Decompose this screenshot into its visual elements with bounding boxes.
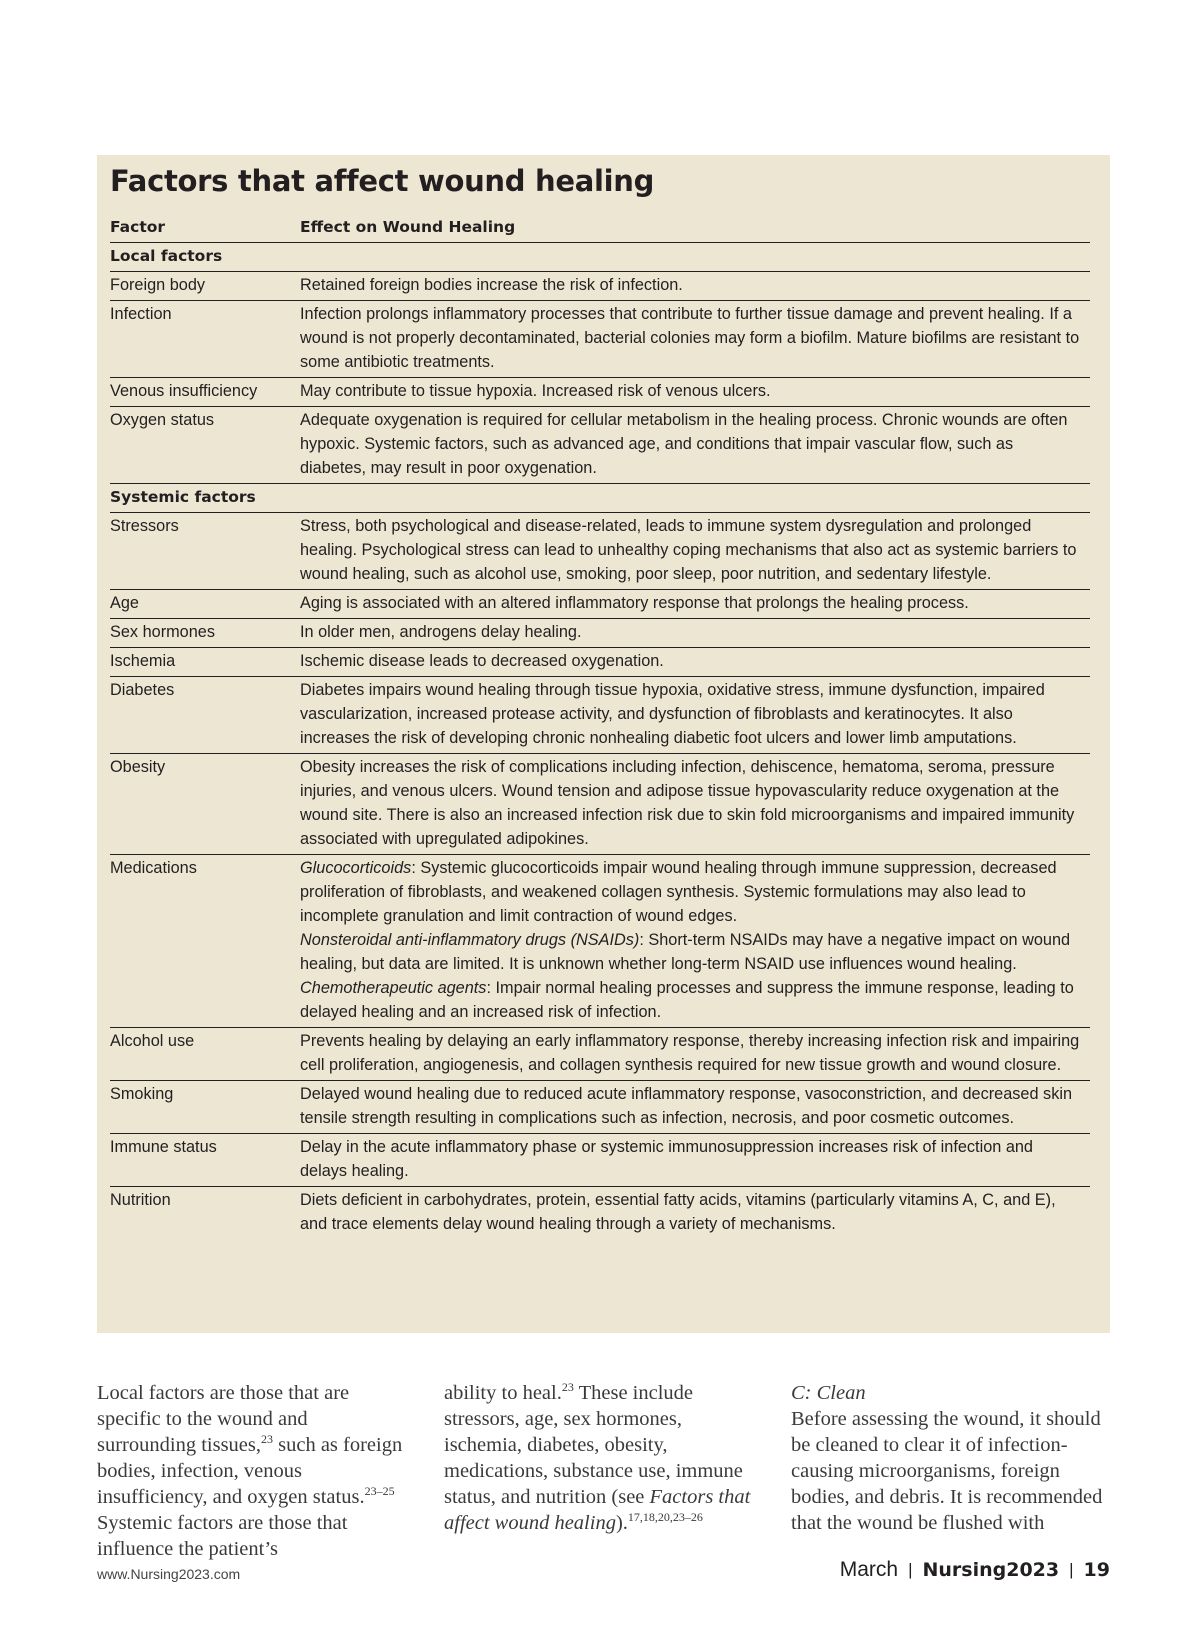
- effect-cell: Stress, both psychological and disease-related, leads to immune system dysregulation and prolonged healing. Psychological stress can lead to unhealthy coping mechanisms that also act as systemic barriers to wound healing, such as alcohol use, smoking, poor sleep, poor nutrition, and sedentary lifestyle.: [300, 513, 1090, 590]
- section-row-systemic: [110, 484, 1090, 513]
- factors-table: [110, 214, 1090, 1239]
- citation: 23–25: [364, 1484, 395, 1499]
- body-text: These include stressors, age, sex hormones, ischemia, diabetes, obesity, medications, substance use, immune status, and nutrition (see: [444, 1382, 743, 1508]
- factor-cell: Venous insufficiency: [110, 378, 300, 407]
- body-text: such as foreign bodies, infection, venous insufficiency, and oxygen status.: [97, 1434, 403, 1508]
- factor-cell: Stressors: [110, 513, 300, 590]
- nsaids-term: Nonsteroidal anti-inflammatory drugs (NSAIDs): [300, 931, 640, 950]
- effect-cell: Delayed wound healing due to reduced acute inflammatory response, vasoconstriction, and decreased skin tensile strength resulting in complications such as infection, necrosis, and poor cosmetic outcomes.: [300, 1081, 1090, 1134]
- factor-cell: Immune status: [110, 1134, 300, 1187]
- table-row: [110, 407, 1090, 484]
- factor-cell: Age: [110, 590, 300, 619]
- effect-cell: In older men, androgens delay healing.: [300, 619, 1090, 648]
- body-column-1: [97, 1380, 409, 1562]
- effect-cell: May contribute to tissue hypoxia. Increased risk of venous ulcers.: [300, 378, 1090, 407]
- sidebar-title: Factors that affect wound healing: [110, 164, 655, 198]
- body-text: Local factors are those that are specific to the wound and surrounding tissues,: [97, 1382, 350, 1456]
- chemotherapeutic-term: Chemotherapeutic agents: [300, 979, 487, 998]
- table-body: [110, 243, 1090, 1240]
- table-row: [110, 648, 1090, 677]
- table-row-medications: [110, 855, 1090, 1028]
- factor-cell: Infection: [110, 301, 300, 378]
- factor-cell: Obesity: [110, 754, 300, 855]
- footer-folio: [840, 1558, 1110, 1582]
- nsaids-text: : Short-term NSAIDs may have a negative impact on wound healing, but data are limited. It is unknown whether long-term NSAID use influences wound healing.: [300, 931, 1071, 974]
- body-text: ability to heal.: [444, 1382, 562, 1404]
- table-row: [110, 513, 1090, 590]
- effect-cell: Ischemic disease leads to decreased oxygenation.: [300, 648, 1090, 677]
- section-label: Systemic factors: [110, 484, 1090, 513]
- table-row: [110, 590, 1090, 619]
- table-header-row: [110, 214, 1090, 243]
- effect-cell: Aging is associated with an altered inflammatory response that prolongs the healing process.: [300, 590, 1090, 619]
- subheading: C: Clean: [791, 1382, 866, 1404]
- section-row-local: [110, 243, 1090, 272]
- citation: 23: [561, 1380, 574, 1395]
- citation: 17,18,20,23–26: [627, 1510, 703, 1525]
- body-text: Systemic factors are those that influence the patient’s: [97, 1512, 348, 1560]
- factor-cell: Alcohol use: [110, 1028, 300, 1081]
- table-row: [110, 1187, 1090, 1240]
- footer-magazine: Nursing2023: [922, 1559, 1060, 1581]
- table-row: [110, 1028, 1090, 1081]
- sidebar-reference: Factors that affect wound healing: [444, 1486, 751, 1534]
- effect-cell: [300, 855, 1090, 1028]
- factor-cell: Medications: [110, 855, 300, 1028]
- citation: 23: [261, 1432, 273, 1447]
- effect-cell: Diets deficient in carbohydrates, protein, essential fatty acids, vitamins (particularly vitamins A, C, and E), and trace elements delay wound healing through a variety of mechanisms.: [300, 1191, 1056, 1234]
- factor-cell: Foreign body: [110, 272, 300, 301]
- separator: |: [908, 1560, 913, 1579]
- header-factor: Factor: [110, 214, 300, 243]
- separator: |: [1069, 1560, 1074, 1579]
- effect-cell: Retained foreign bodies increase the risk of infection.: [300, 272, 1090, 301]
- glucocorticoids-term: Glucocorticoids: [300, 859, 412, 878]
- table-row: [110, 619, 1090, 648]
- effect-cell: Adequate oxygenation is required for cellular metabolism in the healing process. Chronic wounds are often hypoxic. Systemic factors, such as advanced age, and conditions that impair vascular flow, such as diabetes, may result in poor oxygenation.: [300, 407, 1090, 484]
- table-row: [110, 677, 1090, 754]
- body-column-3: [791, 1380, 1103, 1536]
- table-row: [110, 301, 1090, 378]
- factor-cell: Ischemia: [110, 648, 300, 677]
- header-effect: Effect on Wound Healing: [300, 214, 1090, 243]
- factor-cell: Nutrition: [110, 1191, 171, 1210]
- effect-cell: Diabetes impairs wound healing through tissue hypoxia, oxidative stress, immune dysfunction, impaired vascularization, increased protease activity, and dysfunction of fibroblasts and keratinocytes. It also increases the risk of developing chronic nonhealing diabetic foot ulcers and lower limb amputations.: [300, 677, 1090, 754]
- effect-cell: Obesity increases the risk of complications including infection, dehiscence, hematoma, seroma, pressure injuries, and venous ulcers. Wound tension and adipose tissue hypovascularity reduce oxygenation at the wound site. There is also an increased infection risk due to skin fold microorganisms and impaired immunity associated with upregulated adipokines.: [300, 754, 1090, 855]
- body-text: Before assessing the wound, it should be cleaned to clear it of infection-causing microorganisms, foreign bodies, and debris. It is recommended that the wound be flushed with: [791, 1408, 1103, 1534]
- factor-cell: Smoking: [110, 1081, 300, 1134]
- page-number: 19: [1083, 1559, 1110, 1581]
- table-row: [110, 754, 1090, 855]
- factor-cell: Diabetes: [110, 677, 300, 754]
- glucocorticoids-text: : Systemic glucocorticoids impair wound healing through immune suppression, decreased proliferation of fibroblasts, and weakened collagen synthesis. Systemic formulations may also lead to incomplete granulation and limit contraction of wound edges.: [300, 859, 1057, 926]
- table-row: [110, 272, 1090, 301]
- body-text: ).: [615, 1512, 628, 1534]
- effect-cell: Infection prolongs inflammatory processes that contribute to further tissue damage and prevent healing. If a wound is not properly decontaminated, bacterial colonies may form a biofilm. Mature biofilms are resistant to some antibiotic treatments.: [300, 301, 1090, 378]
- table-row: [110, 1081, 1090, 1134]
- factor-cell: Oxygen status: [110, 407, 300, 484]
- table-row: [110, 1134, 1090, 1187]
- effect-cell: Delay in the acute inflammatory phase or systemic immunosuppression increases risk of infection and delays healing.: [300, 1134, 1090, 1187]
- chemotherapeutic-text: : Impair normal healing processes and suppress the immune response, leading to delayed healing and an increased risk of infection.: [300, 979, 1074, 1022]
- section-label: Local factors: [110, 243, 1090, 272]
- effect-cell: Prevents healing by delaying an early inflammatory response, thereby increasing infection risk and impairing cell proliferation, angiogenesis, and collagen synthesis required for new tissue growth and wound closure.: [300, 1028, 1090, 1081]
- body-column-2: [444, 1380, 756, 1536]
- footer-month: March: [839, 1558, 899, 1581]
- table-row: [110, 378, 1090, 407]
- sidebar-box: [97, 155, 1110, 1333]
- footer-url: www.Nursing2023.com: [97, 1566, 241, 1582]
- factor-cell: Sex hormones: [110, 619, 300, 648]
